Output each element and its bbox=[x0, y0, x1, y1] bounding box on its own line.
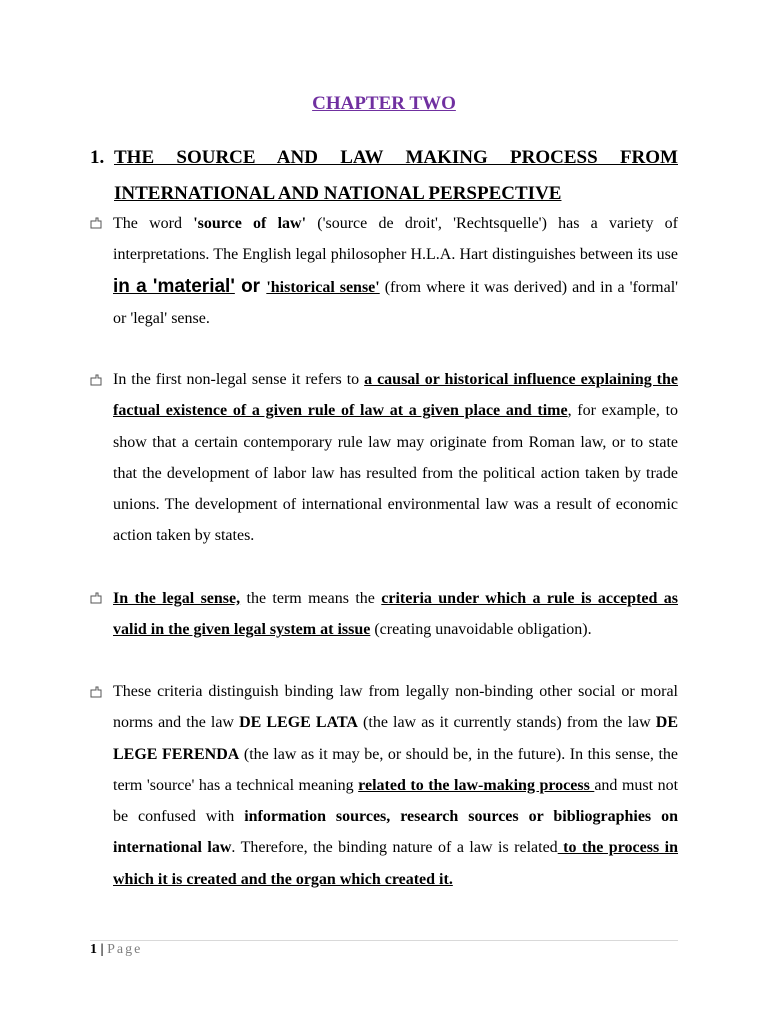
term-criteria: criteria under which a rule is accepted as valid in the given legal system at issue bbox=[113, 590, 679, 639]
term-causal-influence: a causal or historical influence explaining the factual existence of a given rule of law at a given place and time bbox=[113, 371, 679, 420]
page-separator: | bbox=[97, 942, 108, 957]
text-run: (the law as it may be, or should be, in the future). In this sense, the term 'source' has a technical meaning bbox=[113, 745, 679, 794]
text-run: and must not be confused with bbox=[113, 776, 679, 826]
text-run: the term means the bbox=[240, 590, 382, 607]
term-legal-sense: In the legal sense, bbox=[113, 590, 241, 607]
footer-divider bbox=[90, 940, 678, 941]
text-run: . Therefore, the binding nature of a law is related bbox=[231, 839, 558, 857]
term-material: in a 'material' bbox=[113, 275, 235, 297]
paragraph-legal-sense bbox=[113, 583, 678, 646]
term-information-sources: information sources, research sources or bibliographies on international law bbox=[113, 808, 679, 857]
paragraph-binding-criteria bbox=[113, 676, 678, 895]
text-run: ('source de droit', 'Rechtsquelle') has a variety of interpretations. The English legal philosopher H.L.A. Hart distinguishes between its use bbox=[113, 215, 679, 264]
paragraph-non-legal-sense bbox=[113, 364, 678, 552]
section-number: 1. bbox=[90, 147, 105, 168]
chapter-title: CHAPTER TWO bbox=[312, 93, 456, 114]
hand-pointer-bullet-icon bbox=[90, 592, 102, 604]
text-run: (creating unavoidable obligation). bbox=[370, 621, 592, 639]
text-run: In the first non-legal sense it refers to bbox=[113, 371, 365, 388]
section-heading bbox=[90, 140, 678, 212]
hand-pointer-bullet-icon bbox=[90, 686, 102, 698]
text-run: or bbox=[234, 275, 267, 297]
page-number: 1 bbox=[90, 942, 97, 957]
page-label: Page bbox=[107, 942, 143, 957]
text-run: These criteria distinguish binding law from legally non-binding other social or moral norms and the law bbox=[113, 683, 678, 732]
text-run: , for example, to show that a certain contemporary rule law may originate from Roman law, or to state that the development of labor law has resulted from the political action taken by trade unions. The development of international environmental law was a result of economic action taken by states. bbox=[113, 402, 679, 545]
term-law-making-process: related to the law-making process bbox=[358, 776, 595, 794]
page-footer bbox=[90, 942, 142, 958]
term-process-and-organ: to the process in which it is created and the organ which created it. bbox=[113, 839, 679, 888]
section-title-line-1: THE SOURCE AND LAW MAKING PROCESS FROM bbox=[114, 147, 678, 168]
term-source-of-law: 'source of law' bbox=[193, 215, 307, 232]
term-de-lege-ferenda: DE LEGE FERENDA bbox=[113, 714, 679, 763]
section-title bbox=[114, 140, 678, 212]
paragraph-source-of-law bbox=[113, 208, 678, 334]
text-run: (from where it was derived) and in a 'formal' or 'legal' sense. bbox=[113, 278, 679, 327]
section-title-line-2: INTERNATIONAL AND NATIONAL PERSPECTIVE bbox=[114, 183, 562, 204]
text-run: (the law as it currently stands) from the law bbox=[357, 714, 656, 732]
term-historical-sense: 'historical sense' bbox=[266, 278, 380, 296]
term-de-lege-lata: DE LEGE LATA bbox=[239, 714, 358, 732]
hand-pointer-bullet-icon bbox=[90, 374, 102, 386]
text-run: The word bbox=[113, 215, 194, 232]
hand-pointer-bullet-icon bbox=[90, 217, 102, 229]
